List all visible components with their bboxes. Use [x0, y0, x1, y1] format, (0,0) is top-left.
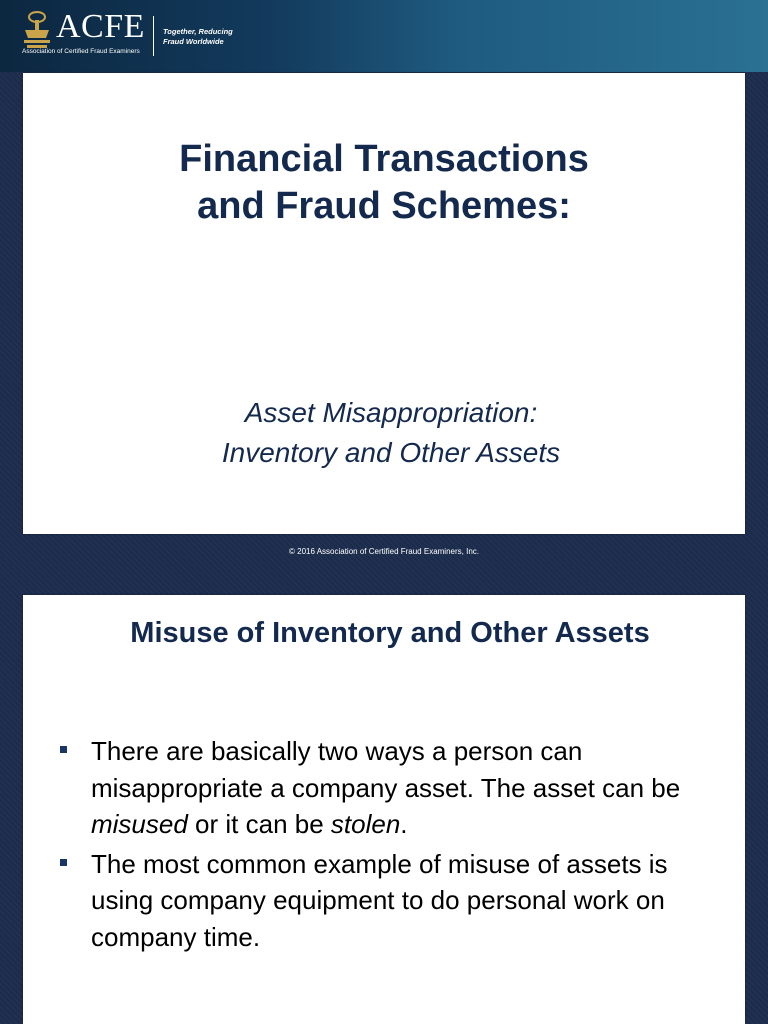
slide-subtitle — [0, 393, 768, 473]
tagline-line-1: Together, Reducing — [163, 27, 233, 36]
header-banner — [0, 0, 768, 72]
emphasis-misused: misused — [91, 809, 188, 839]
content-slide-title: Misuse of Inventory and Other Assets — [130, 617, 650, 649]
bullet-text: The most common example of misuse of assets is using company equipment to do personal work on company time. — [91, 848, 668, 952]
emphasis-stolen: stolen — [330, 809, 401, 839]
slide-subtitle-line-2: Inventory and Other Assets — [221, 437, 561, 468]
bullet-text-part: There are basically two ways a person can misappropriate a company asset. The asset can be — [91, 736, 681, 803]
copyright-notice: © 2016 Association of Certified Fraud Examiners, Inc. — [289, 547, 479, 556]
bullet-square-icon — [60, 859, 67, 866]
bullet-list — [60, 733, 730, 958]
slide-title — [0, 136, 768, 230]
logo-subtext: Association of Certified Fraud Examiners — [22, 48, 140, 55]
tagline-line-2: Fraud Worldwide — [163, 37, 224, 46]
slide-title-line-2: and Fraud Schemes: — [197, 185, 571, 227]
logo-text: ACFE — [56, 8, 145, 45]
tagline — [163, 27, 233, 47]
slide-title-line-1: Financial Transactions — [179, 138, 589, 180]
bullet-text — [91, 733, 730, 843]
bullet-text-part: or it can be — [187, 809, 331, 839]
bullet-text-part: . — [400, 809, 408, 839]
logo-divider — [153, 16, 154, 56]
slide-subtitle-line-1: Asset Misappropriation: — [244, 397, 538, 428]
bullet-square-icon — [60, 746, 67, 753]
bullet-item — [60, 846, 730, 956]
bullet-item — [60, 733, 730, 843]
acfe-emblem-icon — [20, 8, 54, 52]
